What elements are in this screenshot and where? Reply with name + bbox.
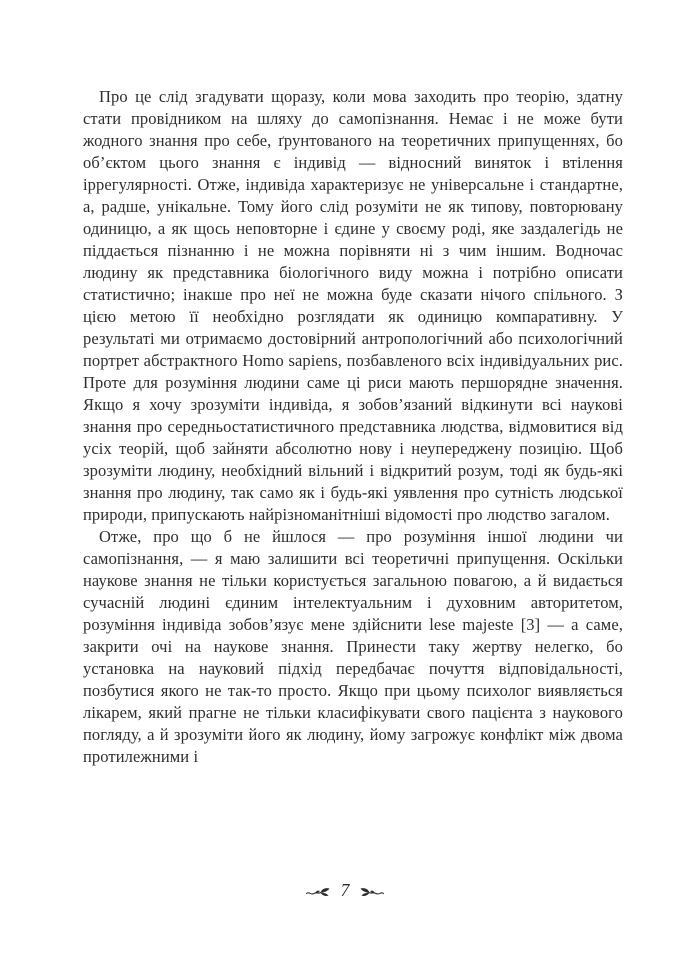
paragraph-2: Отже, про що б не йшлося — про розуміння іншої людини чи самопізнання, — я маю залишити всі теоретичні припущення. Оскільки наукове знання не тільки користується загальною повагою, а й видається сучасній людині єдиним інтелектуальним і духовним авторитетом, розуміння індивіда зобов’язує мене здійснити lese majeste [3] — а саме, закрити очі на наукове знання. Принести таку жертву нелегко, бо установка на науковий підхід передбачає почуття відповідальності, позбутися якого не так-то просто. Якщо при цьому психолог виявляється лікарем, який прагне не тільки класифікувати свого пацієнта з наукового погляду, а й зрозуміти його як людину, йому загрожує конфлікт між двома протилежними і — [83, 527, 623, 766]
leaf-flourish-right-icon — [358, 886, 384, 898]
paragraph-1: Про це слід згадувати щоразу, коли мова заходить про теорію, здатну стати провідником на шляху до самопізнання. Немає і не може бути жодного знання про себе, ґрунтованого на теоретичних припущеннях, бо об’єктом цього знання є індивід — відносний виняток і втілення іррегулярності. Отже, індивіда характеризує не універсальне і стандартне, а, радше, унікальне. Тому його слід розуміти не як типову, повторювану одиницю, а як щось неповторне і єдине у своєму роді, яке заздалегідь не піддається пізнанню і не можна порівняти ні з чим іншим. Водночас людину як представника біологічного виду можна і потрібно описати статистично; інакше про неї не можна буде сказати нічого спільного. З цією метою її необхідно розглядати як одиницю компаративну. У результаті ми отримаємо достовірний антропологічний або психологічний портрет абстрактного Homo sapiens, позбавленого всіх індивідуальних рис. Проте для розуміння людини саме ці риси мають першорядне значення. Якщо я хочу зрозуміти індивіда, я зобов’язаний відкинути всі наукові знання про середньостатистичного представника людства, відмовитися від усіх теорій, щоб зайняти абсолютно нову і неупереджену позицію. Щоб зрозуміти людину, необхідний вільний і відкритий розум, тоді як будь-які знання про людину, так само як і будь-які уявлення про сутність людської природи, припускають найрізноманітніші відомості про людство загалом. — [83, 87, 623, 524]
leaf-flourish-left-icon — [306, 886, 332, 898]
page-number: 7 — [340, 880, 350, 900]
page-footer — [0, 882, 690, 902]
page-text — [83, 86, 623, 768]
